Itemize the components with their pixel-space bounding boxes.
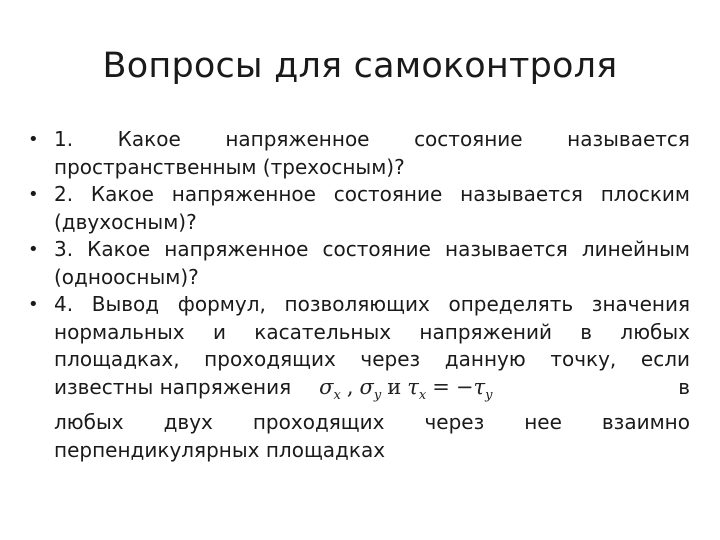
question-4-line-5 (54, 409, 690, 437)
question-1-line-1 (54, 126, 690, 154)
bullet-icon: • (28, 129, 39, 150)
question-item-1 (26, 126, 690, 181)
word: проходящих (252, 410, 385, 435)
lead-text: известны напряжения (54, 374, 292, 399)
question-4-line-4 (54, 374, 690, 410)
question-2-line-1: 2. Какое напряженное состояние называется плоским (54, 182, 690, 206)
word: напряженное (225, 127, 370, 151)
word: в (678, 374, 690, 399)
sigma-y (360, 374, 382, 410)
word: любых (54, 410, 124, 435)
equals-sign: = (432, 374, 450, 399)
bullet-icon: • (28, 184, 39, 205)
tau-x (407, 374, 426, 410)
question-2-line-2: (двухосным)? (54, 209, 197, 234)
word: 1. (54, 127, 74, 151)
sigma-symbol: σ (359, 374, 374, 399)
word: взаимно (601, 410, 690, 435)
comma: , (346, 374, 354, 399)
word: двух (163, 410, 213, 435)
question-3-line-1: 3. Какое напряженное состояние называется линейным (54, 237, 690, 261)
word: состояние (414, 127, 523, 151)
question-list (26, 126, 690, 464)
stress-formula (319, 374, 492, 410)
subscript-x: x (418, 387, 427, 403)
bullet-icon: • (28, 239, 39, 260)
bullet-icon: • (28, 294, 39, 315)
minus-sign: − (455, 374, 474, 399)
question-item-2 (26, 181, 690, 236)
word: через (424, 410, 485, 435)
subscript-x: x (333, 387, 341, 403)
question-item-3 (26, 236, 690, 291)
question-4-line-6: перпендикулярных площадках (54, 437, 386, 462)
word: называется (567, 127, 690, 151)
question-4-line-3: площадках, проходящих через данную точку, если (54, 347, 690, 371)
question-item-4 (26, 291, 690, 464)
conjunction: и (387, 374, 402, 399)
slide-title: Вопросы для самоконтроля (102, 46, 618, 86)
formula-lead-text (54, 374, 492, 410)
subscript-y: y (373, 387, 382, 403)
question-1-line-2: пространственным (трехосным)? (54, 154, 405, 179)
word: Какое (117, 127, 181, 151)
sigma-symbol: σ (319, 374, 334, 399)
sigma-x (319, 374, 341, 410)
word: нее (524, 410, 562, 435)
question-4-line-2: нормальных и касательных напряжений в любых (54, 319, 690, 344)
question-3-line-2: (одноосным)? (54, 264, 199, 289)
neg-tau-y (456, 374, 493, 410)
subscript-y: y (485, 387, 493, 403)
tau-symbol: τ (473, 374, 486, 399)
question-4-line-1: 4. Вывод формул, позволяющих определять значения (54, 292, 690, 316)
tau-symbol: τ (407, 374, 419, 399)
